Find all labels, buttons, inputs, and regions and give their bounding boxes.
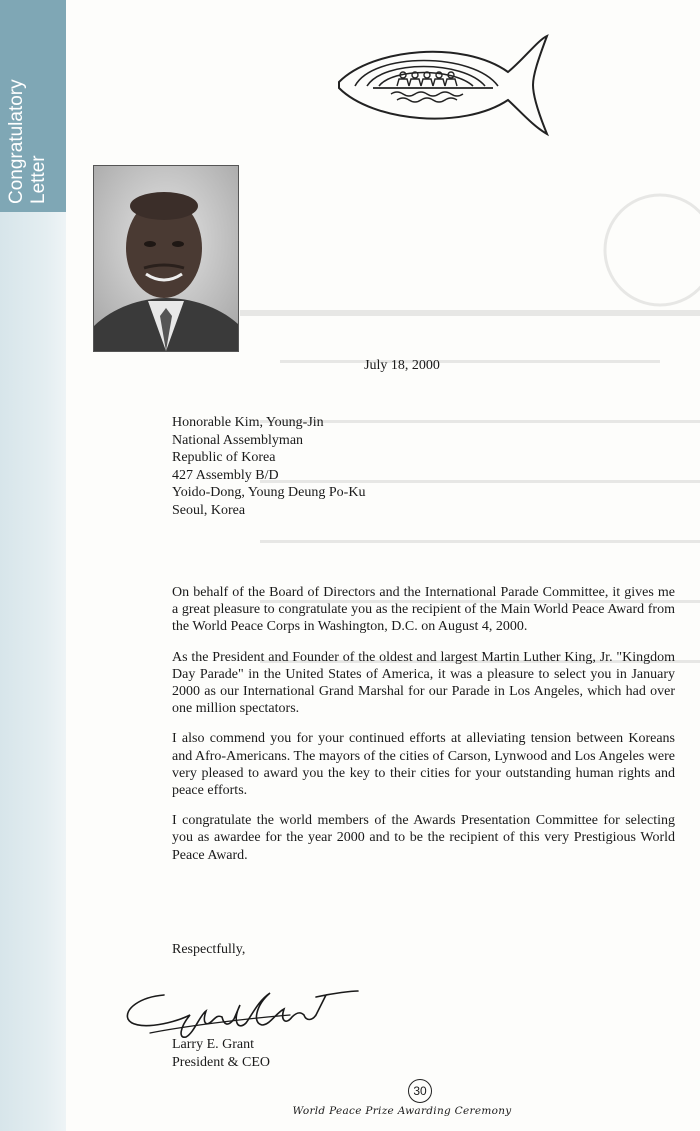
address-line: Yoido-Dong, Young Deung Po-Ku: [172, 485, 366, 501]
address-line: National Assemblyman: [172, 432, 304, 448]
body-paragraph: I also commend you for your continued efforts at alleviating tension between Koreans and Afro-Americans. The mayors of the cities of Carson, Lynwood and Los Angeles were very pleased to award you the key to their cities for your outstanding human rights and peace efforts.: [172, 731, 675, 799]
portrait-photo: [93, 165, 239, 352]
letter-closing: Respectfully,: [172, 942, 246, 957]
page-number: 30: [408, 1079, 432, 1103]
footer-title: World Peace Prize Awarding Ceremony: [292, 1105, 512, 1117]
signer-name: Larry E. Grant: [172, 1037, 255, 1052]
address-line: Seoul, Korea: [172, 502, 246, 518]
fish-logo: [333, 30, 551, 140]
letter-body: [172, 584, 675, 877]
letter-date: July 18, 2000: [364, 358, 440, 373]
section-tab: [0, 0, 66, 212]
signer-block: [172, 1036, 270, 1071]
recipient-address: [172, 414, 365, 520]
body-paragraph: I congratulate the world members of the Awards Presentation Committee for selecting you as awardee for the year 2000 and to be the recipient of this very Prestigious World Peace Award.: [172, 813, 675, 863]
body-paragraph: As the President and Founder of the oldest and largest Martin Luther King, Jr. "Kingdom Day Parade" in the United States of America, it was a pleasure to select you in January 2000 as our International Grand Marshal for our Parade in Los Angeles, which had over one million spectators.: [172, 649, 675, 717]
signer-title: President & CEO: [172, 1054, 270, 1070]
section-tab-line1: Congratulatory: [6, 79, 27, 204]
section-tab-line2: Letter: [28, 155, 49, 204]
address-line: 427 Assembly B/D: [172, 467, 279, 483]
handwritten-signature: [120, 975, 360, 1045]
body-paragraph: On behalf of the Board of Directors and the International Parade Committee, it gives me a great pleasure to congratulate you as the recipient of the Main World Peace Award from the World Peace Corps in Washington, D.C. on August 4, 2000.: [172, 585, 675, 635]
address-line: Republic of Korea: [172, 450, 276, 466]
address-line: Honorable Kim, Young-Jin: [172, 415, 324, 430]
section-tab-label: [6, 79, 50, 204]
